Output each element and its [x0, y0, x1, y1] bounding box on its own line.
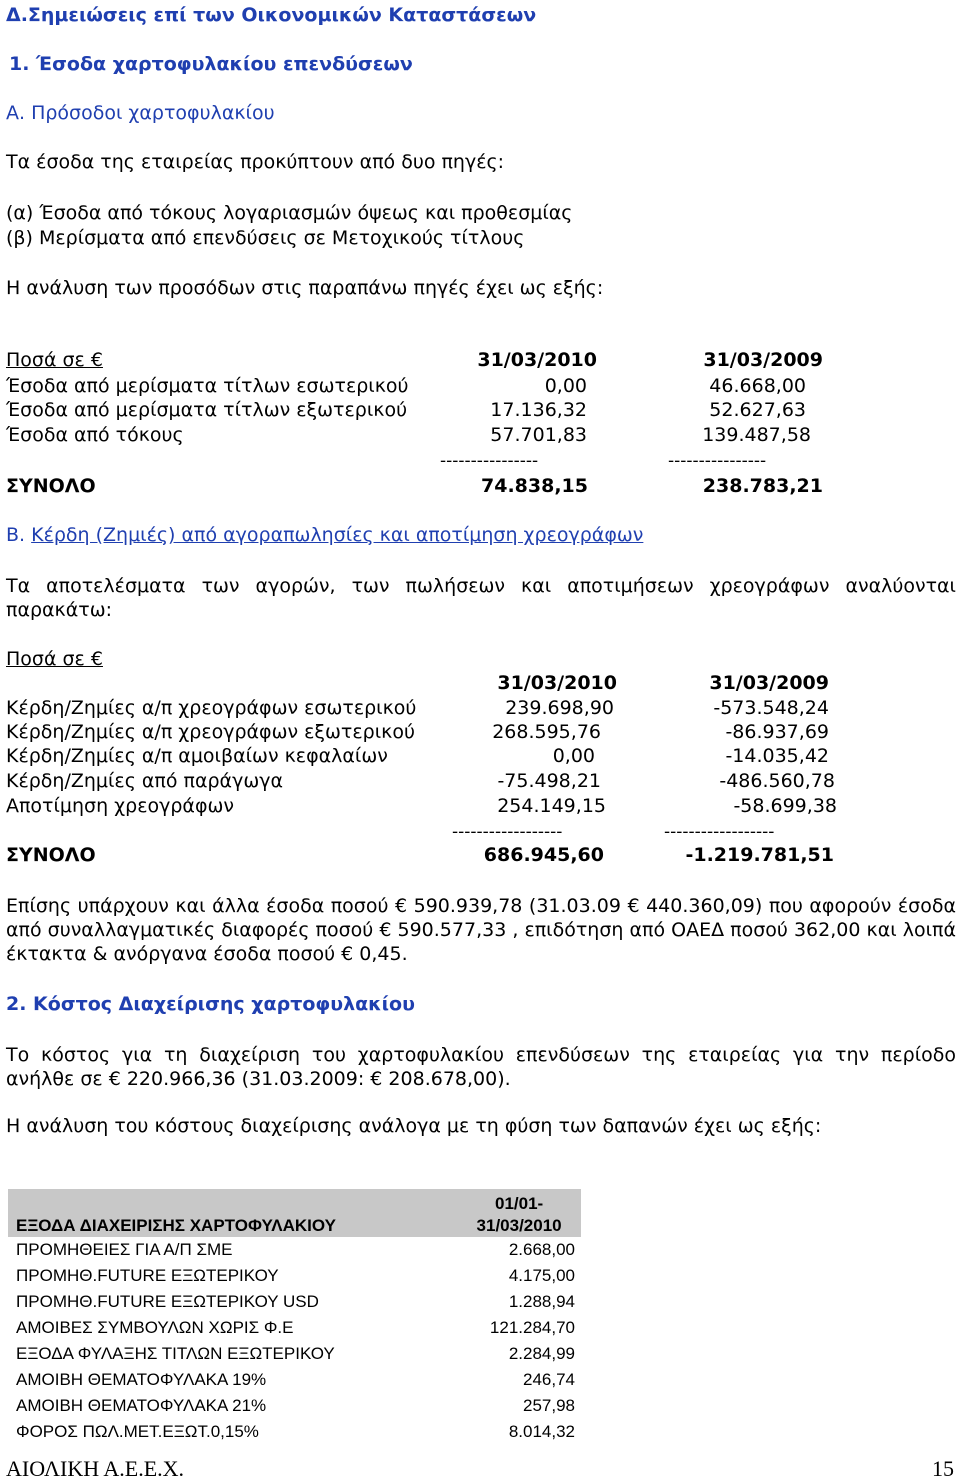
expense-label: ΑΜΟΙΒΗ ΘΕΜΑΤΟΦΥΛΑΚΑ 21% — [16, 1396, 267, 1415]
expenses-header-label: ΕΞΟΔΑ ΔΙΑΧΕΙΡΙΣΗΣ ΧΑΡΤΟΦΥΛΑΚΙΟΥ — [8, 1189, 451, 1237]
expense-value: 2.668,00 — [508, 1240, 575, 1259]
gains-total-v1: 686.945,60 — [483, 844, 604, 866]
table-row — [8, 1367, 581, 1393]
expense-value: 121.284,70 — [489, 1318, 575, 1337]
expense-value: 8.014,32 — [508, 1422, 575, 1441]
results-intro: Τα αποτελέσματα των αγορών, των πωλήσεων και αποτιμήσεων χρεογράφων αναλύονται παρακάτω: — [6, 575, 956, 621]
expense-label: ΕΞΟΔΑ ΦΥΛΑΞΗΣ ΤΙΤΛΩΝ ΕΞΩΤΕΡΙΚΟΥ — [16, 1344, 335, 1363]
gains-row-v2: -486.560,78 — [719, 770, 835, 792]
subsection-b-text: Κέρδη (Ζημιές) από αγοραπωλησίες και αποτίμηση χρεογράφων — [31, 524, 644, 546]
table-row — [8, 1341, 581, 1367]
gains-row-v1: 0,00 — [552, 745, 595, 767]
income-row-label: Έσοδα από τόκους — [6, 424, 184, 446]
income-row-v2: 52.627,63 — [709, 399, 806, 421]
subsection-a-title: Α. Πρόσοδοι χαρτοφυλακίου — [6, 102, 275, 124]
income-dashes-1: ---------------- — [440, 451, 539, 471]
section-1-title: 1. Έσοδα χαρτοφυλακίου επενδύσεων — [9, 53, 413, 75]
income-total-label: ΣΥΝΟΛΟ — [6, 475, 96, 497]
sources-intro: Τα έσοδα της εταιρείας προκύπτουν από δυο πηγές: — [6, 151, 505, 173]
cost-paragraph: Το κόστος για τη διαχείριση του χαρτοφυλακίου επενδύσεων της εταιρείας για την περίοδο ανήλθε σε € 220.966,36 (31.03.2009: € 208.678,00). — [6, 1044, 956, 1090]
gains-row-v2: -573.548,24 — [713, 697, 829, 719]
source-a: (α) Έσοδα από τόκους λογαριασμών όψεως και προθεσμίας — [6, 202, 573, 224]
gains-row-v2: -86.937,69 — [725, 721, 829, 743]
cost-analysis-intro: Η ανάλυση του κόστους διαχείρισης ανάλογα με τη φύση των δαπανών έχει ως εξής: — [6, 1115, 822, 1137]
expense-value: 4.175,00 — [508, 1266, 575, 1285]
expenses-header-period — [451, 1189, 581, 1237]
income-row-v2: 139.487,58 — [702, 424, 811, 446]
expenses-header-period-line1: 01/01- — [495, 1194, 544, 1213]
table-row — [8, 1315, 581, 1341]
source-b: (β) Μερίσματα από επενδύσεις σε Μετοχικούς τίτλους — [6, 227, 525, 249]
income-row-v2: 46.668,00 — [709, 375, 806, 397]
gains-row-v2: -14.035,42 — [725, 745, 829, 767]
gains-row-v2: -58.699,38 — [733, 795, 837, 817]
other-income-paragraph: Επίσης υπάρχουν και άλλα έσοδα ποσού € 590.939,78 (31.03.09 € 440.360,09) που αφορούν έσοδα από συναλλαγματικές διαφορές ποσού € 590.577,33 , επιδότηση από ΟΑΕΔ ποσού 362,00 και λοιπά έκτακτα & ανόργανα έσοδα ποσού € 0,45. — [6, 895, 956, 965]
income-row-v1: 17.136,32 — [490, 399, 587, 421]
income-row-label: Έσοδα από μερίσματα τίτλων εσωτερικού — [6, 375, 409, 397]
expenses-header-row — [8, 1189, 581, 1237]
gains-row-label: Κέρδη/Ζημίες α/π χρεογράφων εξωτερικού — [6, 721, 415, 743]
expense-label: ΠΡΟΜΗΘΕΙΕΣ ΓΙΑ Α/Π ΣΜΕ — [16, 1240, 233, 1259]
income-col1-header: 31/03/2010 — [477, 349, 597, 371]
expense-label: ΠΡΟΜΗΘ.FUTURE ΕΞΩΤΕΡΙΚΟΥ USD — [16, 1292, 319, 1311]
expense-label: ΑΜΟΙΒΕΣ ΣΥΜΒΟΥΛΩΝ ΧΩΡΙΣ Φ.Ε — [16, 1318, 294, 1337]
income-row-v1: 57.701,83 — [490, 424, 587, 446]
expenses-header-period-line2: 31/03/2010 — [476, 1216, 562, 1235]
expense-value: 2.284,99 — [508, 1344, 575, 1363]
subsection-b-title — [6, 524, 643, 546]
expenses-table — [8, 1189, 581, 1445]
gains-row-label: Αποτίμηση χρεογράφων — [6, 795, 234, 817]
expense-label: ΠΡΟΜΗΘ.FUTURE ΕΞΩΤΕΡΙΚΟΥ — [16, 1266, 279, 1285]
notes-heading: Δ.Σημειώσεις επί των Οικονομικών Καταστάσεων — [6, 4, 537, 26]
gains-dashes-2: ------------------ — [664, 822, 775, 842]
gains-col1-header: 31/03/2010 — [497, 672, 617, 694]
income-row-v1: 0,00 — [544, 375, 587, 397]
income-total-v2: 238.783,21 — [702, 475, 823, 497]
gains-row-v1: -75.498,21 — [497, 770, 601, 792]
expense-label: ΦΟΡΟΣ ΠΩΛ.ΜΕΤ.ΕΞΩΤ.0,15% — [16, 1422, 259, 1441]
income-total-v1: 74.838,15 — [481, 475, 588, 497]
gains-row-v1: 268.595,76 — [492, 721, 601, 743]
table-row — [8, 1263, 581, 1289]
expense-value: 257,98 — [523, 1396, 575, 1415]
gains-amounts-label: Ποσά σε € — [6, 648, 103, 670]
footer-page-number: 15 — [932, 1456, 954, 1481]
expense-label: ΑΜΟΙΒΗ ΘΕΜΑΤΟΦΥΛΑΚΑ 19% — [16, 1370, 267, 1389]
income-amounts-label: Ποσά σε € — [6, 349, 103, 371]
table-row — [8, 1419, 581, 1445]
gains-row-label: Κέρδη/Ζημίες α/π αμοιβαίων κεφαλαίων — [6, 745, 388, 767]
section-2-title: 2. Κόστος Διαχείρισης χαρτοφυλακίου — [6, 993, 415, 1015]
gains-total-v2: -1.219.781,51 — [685, 844, 834, 866]
table-row — [8, 1237, 581, 1263]
expense-value: 1.288,94 — [508, 1292, 575, 1311]
income-row-label: Έσοδα από μερίσματα τίτλων εξωτερικού — [6, 399, 408, 421]
gains-row-v1: 254.149,15 — [497, 795, 606, 817]
table-row — [8, 1289, 581, 1315]
gains-dashes-1: ------------------ — [452, 822, 563, 842]
gains-total-label: ΣΥΝΟΛΟ — [6, 844, 96, 866]
income-col2-header: 31/03/2009 — [703, 349, 823, 371]
footer-company: ΑΙΟΛΙΚΗ Α.Ε.Ε.Χ. — [6, 1456, 185, 1481]
gains-row-label: Κέρδη/Ζημίες α/π χρεογράφων εσωτερικού — [6, 697, 417, 719]
table-row — [8, 1393, 581, 1419]
gains-row-label: Κέρδη/Ζημίες από παράγωγα — [6, 770, 283, 792]
income-dashes-2: ---------------- — [668, 451, 767, 471]
gains-row-v1: 239.698,90 — [505, 697, 614, 719]
analysis-intro: Η ανάλυση των προσόδων στις παραπάνω πηγές έχει ως εξής: — [6, 277, 604, 299]
expense-value: 246,74 — [523, 1370, 575, 1389]
gains-col2-header: 31/03/2009 — [709, 672, 829, 694]
subsection-b-prefix: Β. — [6, 524, 32, 546]
